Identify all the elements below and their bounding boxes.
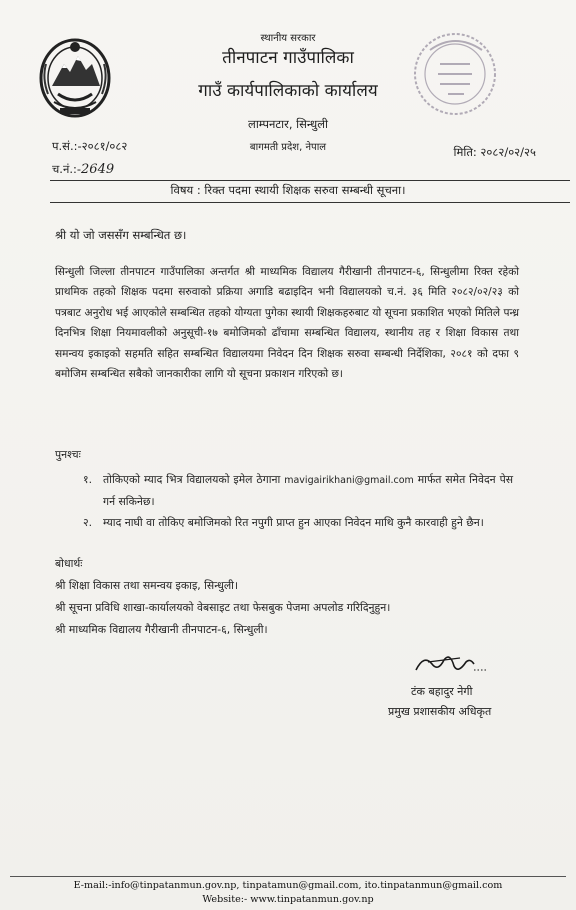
province-name: बागमती प्रदेश, नेपाल bbox=[249, 142, 327, 153]
school-email-link: mavigairikhani@gmail.com bbox=[284, 475, 414, 486]
item-text-before: तोकिएको म्याद भित्र विद्यालयको इमेल ठेगाना bbox=[103, 473, 285, 486]
header-divider-top bbox=[50, 180, 570, 181]
signature-icon bbox=[410, 650, 490, 678]
office-address: लाम्पनटार, सिन्धुली bbox=[248, 117, 328, 131]
header-divider-bottom bbox=[50, 202, 570, 203]
signatory-title: प्रमुख प्रशासकीय अधिकृत bbox=[388, 705, 492, 718]
body-paragraph: सिन्धुली जिल्ला तीनपाटन गाउँपालिका अन्तर्गत श्री माध्यमिक विद्यालय गैरीखानी तीनपाटन-६, सिन्धुलीमा रिक्त रहेको प्राथमिक तहको शिक्षक पदमा सरुवाको प्रक्रिया अगाडि बढाइदिन भनी विद्यालयको च.नं. ३६ मिति २०८२/०२/२३ को पत्रबाट अनुरोध भई आएकोले सम्बन्धित तहको योग्यता पुगेका स्थायी शिक्षकहरुबाट यो सूचना प्रकाशित भएको मितिले पन्ध्र दिनभित्र शिक्षा नियमावलीको अनुसूची-१७ बमोजिमको ढाँचामा सम्बन्धित विद्यालय, स्थानीय तह र शिक्षा विकास तथा समन्वय इकाइको सहमति सहित सम्बन्धित विद्यालयमा निवेदन दिन शिक्षक सरुवा सम्बन्धी निर्देशिका, २०८१ को दफा ९ बमोजिम सम्बन्धित सबैको जानकारीका लागि यो सूचना प्रकाशन गरिएको छ। bbox=[55, 266, 519, 381]
item-number: १. bbox=[83, 473, 93, 486]
footer-divider bbox=[10, 876, 566, 877]
footer-website: Website:- www.tinpatanmun.gov.np bbox=[202, 894, 374, 905]
cc-line: श्री शिक्षा विकास तथा समन्वय इकाइ, सिन्धुली। bbox=[55, 579, 239, 592]
item-text: म्याद नाघी वा तोकिए बमोजिमको रित नपुगी प्राप्त हुन आएका निवेदन माथि कुनै कारवाही हुने छैन। bbox=[103, 516, 484, 529]
cc-line: श्री माध्यमिक विद्यालय गैरीखानी तीनपाटन-६, सिन्धुली। bbox=[55, 623, 268, 636]
signatory-name: टंक बहादुर नेगी bbox=[411, 685, 473, 698]
footer-emails: E-mail:-info@tinpatanmun.gov.np, tinpatamun@gmail.com, ito.tinpatanmun@gmail.com bbox=[73, 880, 503, 891]
gov-label: स्थानीय सरकार bbox=[260, 33, 316, 44]
municipality-name: तीनपाटन गाउँपालिका bbox=[222, 48, 354, 68]
item-number: २. bbox=[83, 516, 93, 529]
letter-date: मिति: २०८२/०२/२५ bbox=[453, 145, 536, 159]
chalani-value: 2649 bbox=[81, 162, 115, 177]
subject-line: विषय : रिक्त पदमा स्थायी शिक्षक सरुवा सम्बन्धी सूचना। bbox=[170, 183, 406, 197]
cc-line: श्री सूचना प्रविधि शाखा-कार्यालयको वेबसाइट तथा फेसबुक पेजमा अपलोड गरिदिनुहुन। bbox=[55, 601, 391, 614]
chalani-number bbox=[52, 162, 114, 177]
postscript-item bbox=[83, 469, 513, 512]
postscript-label: पुनश्चः bbox=[55, 448, 81, 461]
chalani-label: च.नं.:- bbox=[52, 162, 82, 176]
item-text-after: मार्फत समेत निवेदन पेस गर्न सकिनेछ। bbox=[103, 473, 513, 508]
item-text bbox=[103, 469, 513, 512]
postscript-item bbox=[83, 512, 513, 533]
greeting-line: श्री यो जो जससँग सम्बन्धित छ। bbox=[55, 228, 187, 242]
patra-sankhya: प.सं.:-२०८१/०८२ bbox=[52, 139, 128, 153]
office-name: गाउँ कार्यपालिकाको कार्यालय bbox=[198, 81, 378, 101]
bodhartha-label: बोधार्थः bbox=[55, 557, 83, 570]
